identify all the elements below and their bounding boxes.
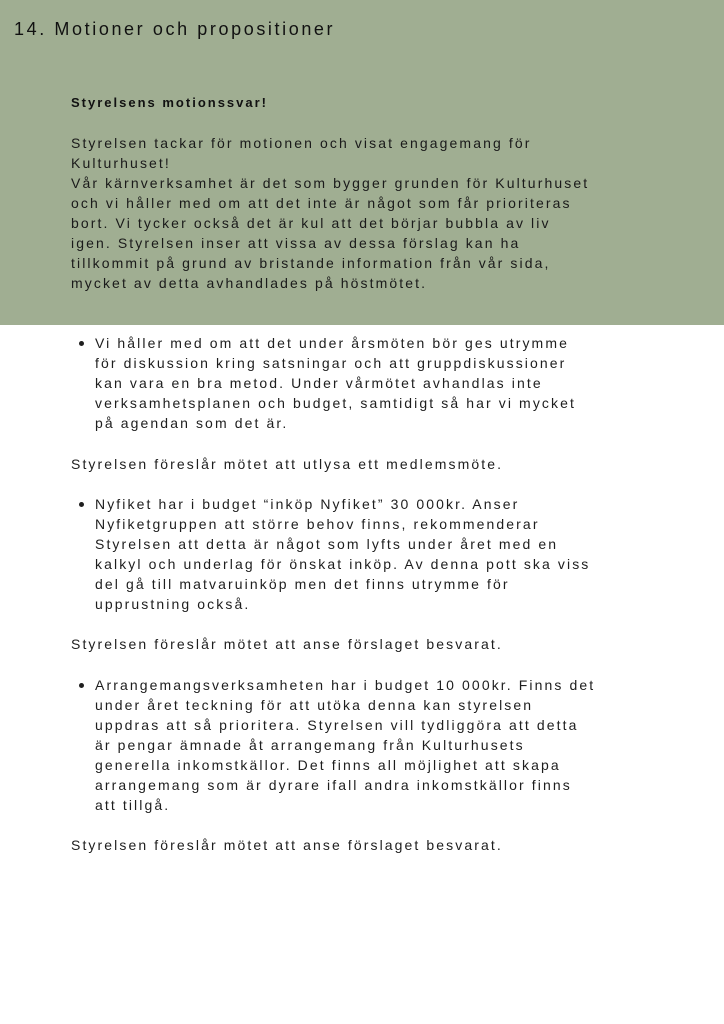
point-list-3 xyxy=(71,675,691,815)
point-line: upprustning också. xyxy=(95,596,251,612)
list-item xyxy=(71,333,691,433)
point-line: under året teckning för att utöka denna kan styrelsen xyxy=(95,697,534,713)
point-list-1 xyxy=(71,333,691,433)
point-line: Nyfiket har i budget “inköp Nyfiket” 30 000kr. Anser xyxy=(95,496,520,512)
point-line: Styrelsen att detta är något som lyfts under året med en xyxy=(95,536,559,552)
intro-line: tillkommit på grund av bristande information från vår sida, xyxy=(71,255,551,271)
intro-line: Kulturhuset! xyxy=(71,155,171,171)
intro-line: och vi håller med om att det inte är något som får prioriteras xyxy=(71,195,572,211)
header-panel xyxy=(0,0,724,325)
point-line: på agendan som det är. xyxy=(95,415,289,431)
point-line: del gå till matvaruinköp men det finns utrymme för xyxy=(95,576,510,592)
intro-line: bort. Vi tycker också det är kul att det börjar bubbla av liv xyxy=(71,215,551,231)
intro-line: igen. Styrelsen inser att vissa av dessa förslag kan ha xyxy=(71,235,521,251)
intro-line: Vår kärnverksamhet är det som bygger grunden för Kulturhuset xyxy=(71,175,590,191)
list-item xyxy=(71,494,691,614)
point-line: för diskussion kring satsningar och att gruppdiskussioner xyxy=(95,355,567,371)
list-item xyxy=(71,675,691,815)
point-line: är pengar ämnade åt arrangemang från Kulturhusets xyxy=(95,737,525,753)
point-list-2 xyxy=(71,494,691,614)
bullet-icon xyxy=(79,502,84,507)
page-title: 14. Motioner och propositioner xyxy=(14,19,336,39)
point-line: Nyfiketgruppen att större behov finns, rekommenderar xyxy=(95,516,540,532)
point-line: verksamhetsplanen och budget, samtidigt så har vi mycket xyxy=(95,395,576,411)
proposal-1: Styrelsen föreslår mötet att utlysa ett medlemsmöte. xyxy=(71,456,504,472)
point-line: generella inkomstkällor. Det finns all möjlighet att skapa xyxy=(95,757,561,773)
point-line: kalkyl och underlag för önskat inköp. Av denna pott ska viss xyxy=(95,556,591,572)
intro-paragraph xyxy=(71,133,681,293)
point-line: arrangemang som är dyrare ifall andra inkomstkällor finns xyxy=(95,777,572,793)
point-line: Vi håller med om att det under årsmöten bör ges utrymme xyxy=(95,335,569,351)
bullet-icon xyxy=(79,683,84,688)
bullet-icon xyxy=(79,341,84,346)
proposal-2: Styrelsen föreslår mötet att anse förslaget besvarat. xyxy=(71,636,503,652)
point-line: kan vara en bra metod. Under vårmötet avhandlas inte xyxy=(95,375,543,391)
proposal-3: Styrelsen föreslår mötet att anse förslaget besvarat. xyxy=(71,837,503,853)
intro-line: Styrelsen tackar för motionen och visat engagemang för xyxy=(71,135,532,151)
intro-line: mycket av detta avhandlades på höstmötet. xyxy=(71,275,428,291)
point-line: uppdras att så prioritera. Styrelsen vill tydliggöra att detta xyxy=(95,717,579,733)
point-line: att tillgå. xyxy=(95,797,171,813)
point-line: Arrangemangsverksamheten har i budget 10 000kr. Finns det xyxy=(95,677,596,693)
response-heading: Styrelsens motionssvar! xyxy=(71,95,269,110)
